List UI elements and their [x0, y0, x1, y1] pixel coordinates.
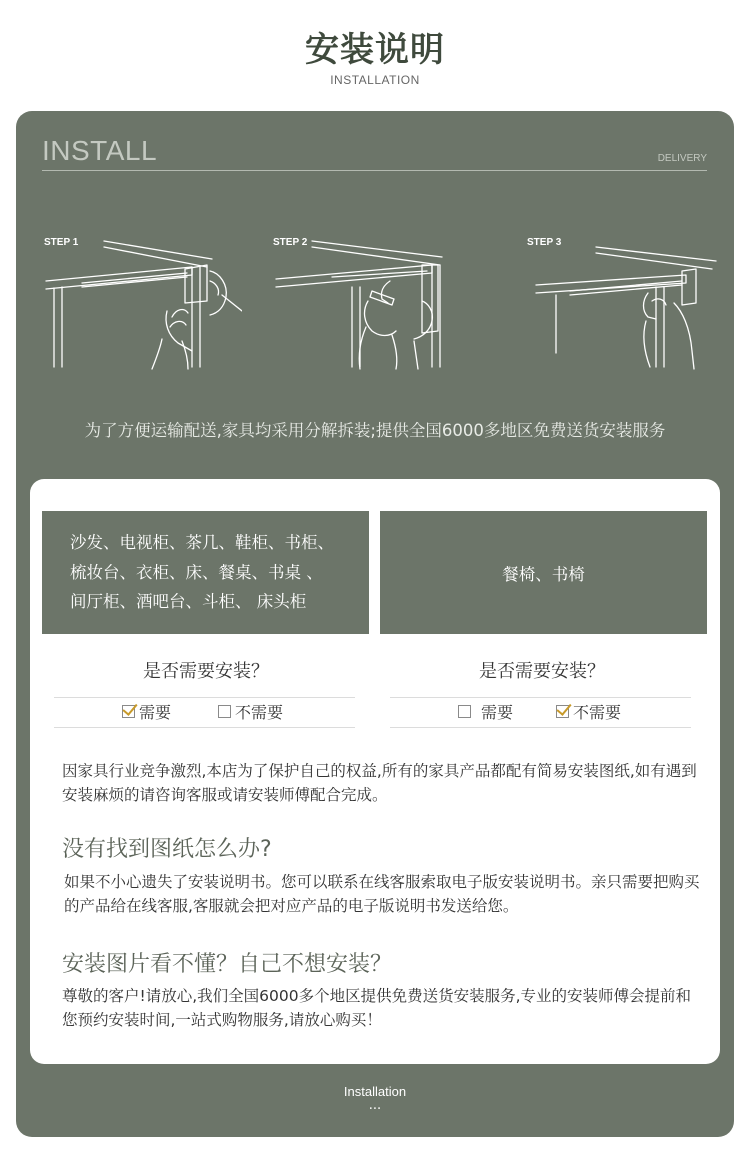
option-need[interactable]: [122, 700, 171, 723]
install-heading: INSTALL: [42, 135, 158, 166]
faq-title-missing-manual: 没有找到图纸怎么办?: [62, 837, 272, 862]
option-need[interactable]: [458, 700, 513, 723]
step-1-illustration: [42, 231, 242, 371]
step-2-label: STEP 2: [273, 237, 308, 248]
left-install-question: 是否需要安装？: [143, 661, 269, 682]
install-tagline: 为了方便运输配送,家具均采用分解拆装;提供全国6000多地区免费送货安装服务: [84, 421, 666, 440]
checked-checkbox-icon[interactable]: [122, 705, 135, 718]
install-info-card: [30, 479, 720, 1064]
step-3-label: STEP 3: [527, 237, 562, 248]
right-question-rule-bottom: [390, 727, 691, 728]
step-2-illustration: [272, 231, 472, 371]
option-label: 需要: [139, 703, 172, 722]
category-line: 沙发、电视柜、茶几、鞋柜、书柜、: [70, 533, 334, 552]
option-no-need[interactable]: [556, 700, 621, 723]
left-question-rule-bottom: [54, 727, 355, 728]
install-panel: [16, 111, 734, 1137]
step-3-illustration: [526, 231, 726, 371]
unchecked-checkbox-icon[interactable]: [458, 705, 471, 718]
intro-paragraph: 因家具行业竞争激烈,本店为了保护自己的权益,所有的家具产品都配有简易安装图纸,如有遇到安装麻烦的请咨询客服或请安装师傅配合完成。: [62, 762, 697, 804]
left-question-rule-top: [54, 697, 355, 698]
unchecked-checkbox-icon[interactable]: [218, 705, 231, 718]
category-box-assembly: [42, 511, 369, 634]
category-line: 梳妆台、衣柜、床、餐桌、书桌 、: [70, 562, 323, 582]
footer-ellipsis: ...: [368, 1098, 382, 1113]
category-box-chairs: [380, 511, 707, 634]
step-1-label: STEP 1: [44, 237, 79, 248]
category-line: 间厅柜、酒吧台、斗柜、 床头柜: [70, 592, 307, 611]
page-title: 安装说明: [305, 30, 445, 70]
faq-body-missing-manual: 如果不小心遗失了安装说明书。您可以联系在线客服索取电子版安装说明书。亲只需要把购买的产品给在线客服,客服就会把对应产品的电子版说明书发送给您。: [64, 873, 700, 915]
delivery-tag: DELIVERY: [657, 153, 707, 164]
page-subtitle: INSTALLATION: [330, 73, 420, 87]
right-install-question: 是否需要安装？: [479, 661, 605, 682]
faq-body-assembly-help: 尊敬的客户!请放心,我们全国6000多个地区提供免费送货安装服务,专业的安装师傅会提前和您预约安装时间,一站式购物服务,请放心购买！: [62, 987, 692, 1029]
option-label: 需要: [481, 703, 514, 722]
category-text: 餐椅、书椅: [502, 564, 585, 584]
option-label: 不需要: [573, 703, 622, 722]
right-question-rule-top: [390, 697, 691, 698]
heading-divider: [42, 170, 707, 171]
checked-checkbox-icon[interactable]: [556, 705, 569, 718]
faq-title-assembly-help: 安装图片看不懂？自己不想安装？: [62, 952, 393, 977]
option-no-need[interactable]: [218, 700, 283, 723]
footer-label: Installation: [343, 1084, 407, 1099]
option-label: 不需要: [235, 703, 284, 722]
